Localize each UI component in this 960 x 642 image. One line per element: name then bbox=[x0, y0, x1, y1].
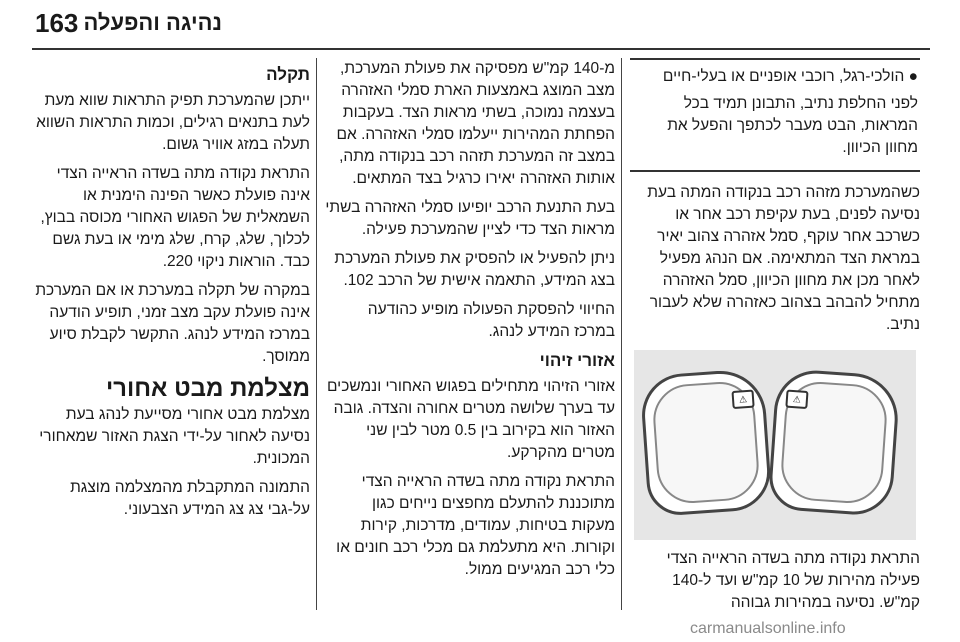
page-header bbox=[0, 0, 960, 46]
notice-bullet: ● הולכי-רגל, רוכבי אופניים או בעלי-חיים bbox=[632, 66, 918, 88]
right-mirror bbox=[767, 368, 901, 517]
column-divider bbox=[316, 58, 317, 610]
paragraph: בעת התנעת הרכב יופיעו סמלי האזהרה בשתי מראות הצד כדי לציין שהמערכת פעילה. bbox=[325, 199, 615, 238]
paragraph: ניתן להפעיל או להפסיק את פעולת המערכת בצג המידע, התאמה אישית של הרכב 102. bbox=[334, 250, 615, 289]
column-right bbox=[630, 58, 920, 621]
column-divider bbox=[621, 58, 622, 610]
paragraph: אזורי הזיהוי מתחילים בפגוש האחורי ונמשכים עד בערך שלושה מטרים אחורה והצדה. גובה האזור הוא בקירוב בין 0.5 מטר לבין שני מטרים מהקרקע. bbox=[326, 378, 615, 461]
left-mirror bbox=[639, 368, 773, 517]
section-heading: תקלה bbox=[266, 65, 310, 84]
warning-symbol-icon: ⚠ bbox=[785, 390, 808, 409]
paragraph: התראת נקודה מתה בשדה הראייה הצדי אינה פועלת כאשר הפינה הימנית או השמאלית של הפגוש האחורי מכוסה בבוץ, לכלוך, שלג, קרח, שלג מימי או בעת גשם כבד. הוראות ניקוי 220. bbox=[40, 165, 310, 270]
header-rule bbox=[32, 48, 930, 50]
paragraph: התראת נקודה מתה בשדה הראייה הצדי מתוכננת להתעלם מחפצים נייחים כגון מעקות בטיחות, עמודים, מדרכות, קירות וקורות. היא מתעלמת גם מכלי רכב חונים או כלי רכב המגיעים ממול. bbox=[336, 473, 615, 578]
paragraph: במקרה של תקלה במערכת או אם המערכת אינה פועלת עקב מצב זמני, תופיע הודעה במרכז המידע לנהג. התקשר לקבלת סיוע ממוסך. bbox=[35, 282, 310, 365]
warning-symbol-icon: ⚠ bbox=[731, 390, 754, 409]
section-title: מצלמת מבט אחורי bbox=[105, 375, 310, 402]
section-heading: אזורי זיהוי bbox=[539, 351, 615, 370]
paragraph: ייתכן שהמערכת תפיק התראות שווא מעת לעת בתנאים רגילים, וכמות התראות השווא תעלה במזג אוויר גשום. bbox=[36, 92, 310, 153]
paragraph: כשהמערכת מזהה רכב בנקודה המתה בעת נסיעה לפנים, בעת עקיפת רכב אחר או כשרכב אחר עוקף, סמל אזהרה צהוב יאיר במראת הצד המתאימה. אם הנהג מפעיל לאחר מכן את מחוון הכיוון, סמל האזהרה מתחיל להבהב בצהוב כאזהרה שלא לעבור נתיב. bbox=[647, 184, 920, 333]
paragraph: מצלמת מבט אחורי מסייעת לנהג בעת נסיעה לאחור על-ידי הצגת האזור שמאחורי המכונית. bbox=[39, 406, 310, 467]
paragraph: התמונה המתקבלת מהמצלמה מוצגת על-גבי צג צג המידע הצבעוני. bbox=[70, 479, 310, 518]
column-middle bbox=[325, 58, 615, 588]
paragraph: החיווי להפסקת הפעולה מופיע כהודעה במרכז המידע לנהג. bbox=[367, 301, 615, 340]
notice-text: לפני החלפת נתיב, התבונן תמיד בכל המראות, הבט מעבר לכתפך והפעל את מחוון הכיוון. bbox=[667, 95, 918, 156]
page-number: 163 bbox=[35, 8, 79, 38]
watermark: carmanualsonline.info bbox=[690, 620, 846, 637]
side-mirror-illustration bbox=[634, 350, 916, 540]
column-left bbox=[28, 58, 310, 528]
paragraph: מ-140 קמ"ש מפסיקה את פעולת המערכת, מצב המוצג באמצעות הארת סמלי האזהרה בעצמה נמוכה, בשתי מראות הצד. בעקבות הפחתת המהירות ייעלמו סמלי האזהרה. אם במצב זה המערכת תזהה רכב בנקודה מתה, אותות האזהרה יאירו כרגיל בצד המתאים. bbox=[336, 60, 615, 187]
notice-box bbox=[630, 58, 920, 172]
illustration-caption: התראת נקודה מתה בשדה הראייה הצדי פעילה מהירות של 10 קמ"ש ועד ל-140 קמ"ש. נסיעה במהירות גבוהה bbox=[666, 550, 920, 611]
chapter-title: נהיגה והפעלה bbox=[83, 10, 222, 35]
